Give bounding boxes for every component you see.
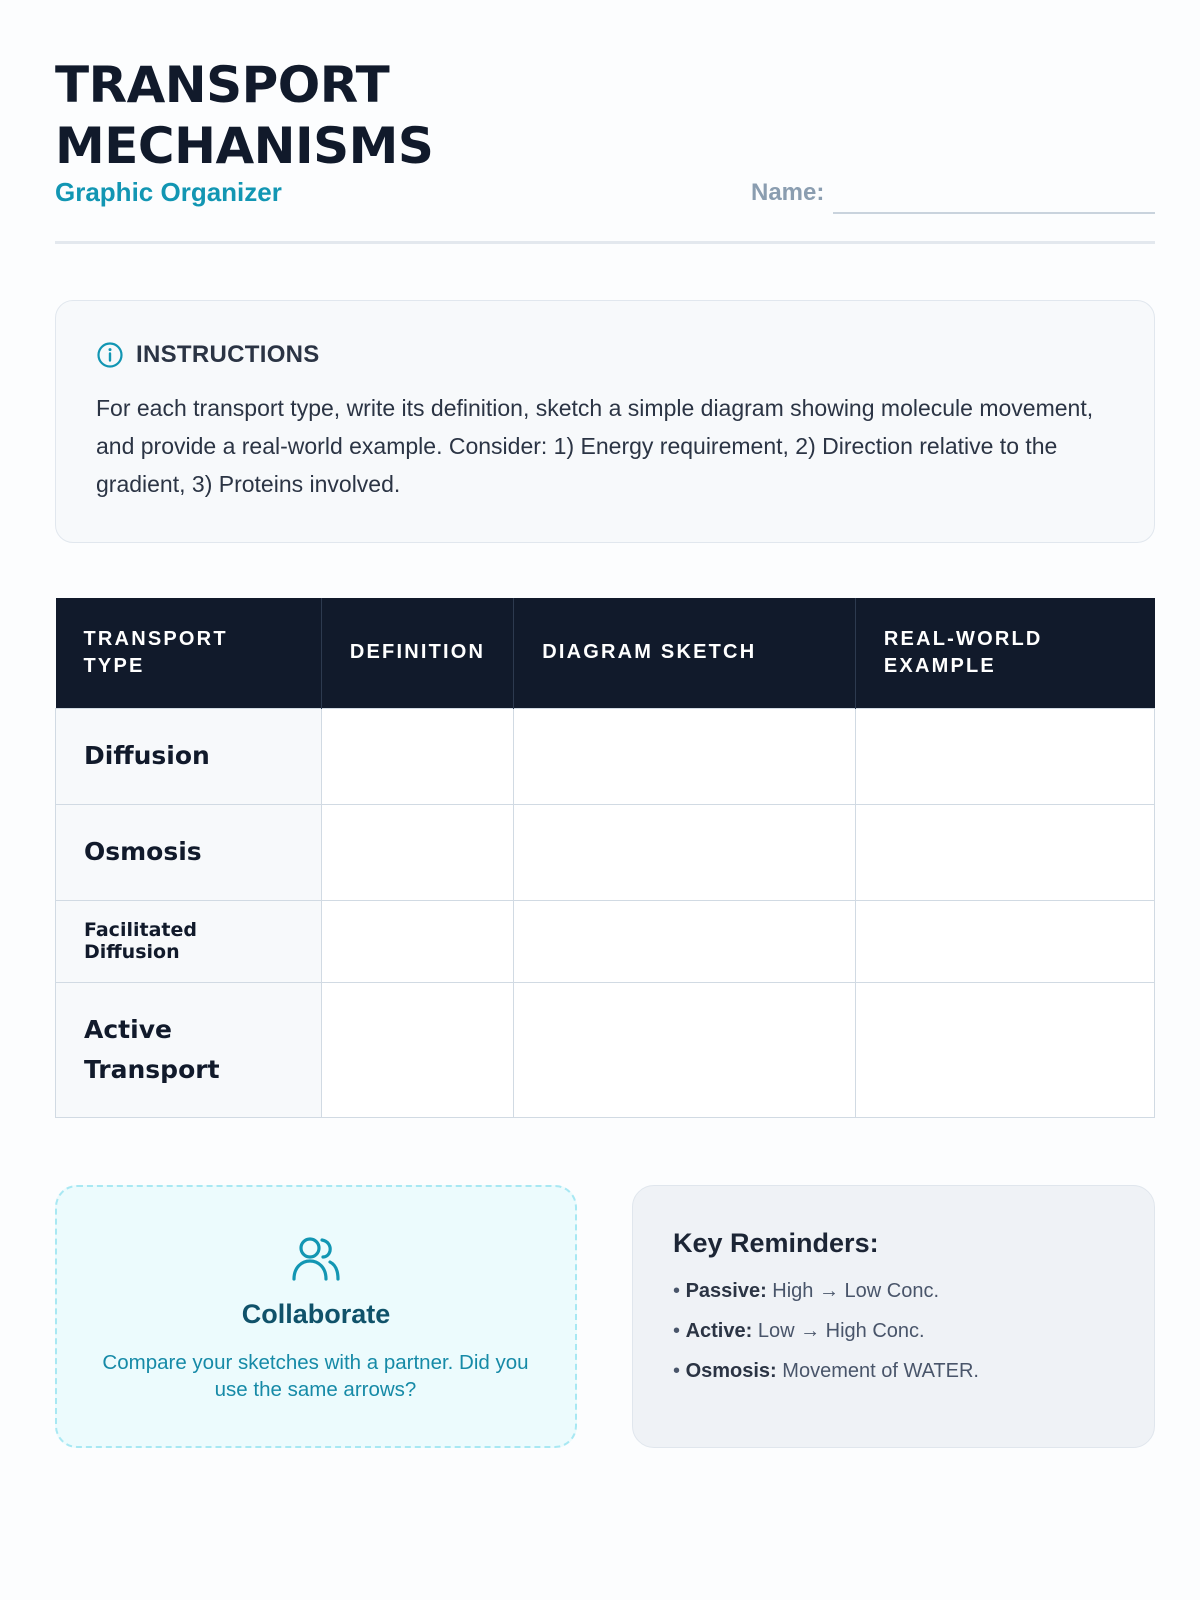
worksheet-header (55, 55, 1155, 245)
definition-cell[interactable] (321, 708, 513, 804)
collaborate-box (55, 1185, 577, 1448)
diagram-sketch-cell[interactable] (514, 804, 856, 900)
info-icon (96, 341, 124, 369)
users-icon (288, 1231, 344, 1287)
reminder-label: Passive: (685, 1280, 767, 1302)
reminder-label: Osmosis: (685, 1360, 777, 1382)
table-row (56, 982, 1155, 1117)
reminders-title: Key Reminders: (673, 1228, 879, 1258)
definition-cell[interactable] (321, 982, 513, 1117)
collaborate-title: Collaborate (241, 1299, 391, 1329)
definition-cell[interactable] (321, 900, 513, 982)
definition-cell[interactable] (321, 804, 513, 900)
example-cell[interactable] (855, 982, 1154, 1117)
example-cell[interactable] (855, 708, 1154, 804)
reminder-item: • Passive: High → Low Conc. (673, 1280, 940, 1302)
transport-type-cell: Facilitated Diffusion (56, 900, 322, 982)
reminder-item: • Active: Low → High Conc. (673, 1320, 925, 1342)
reminder-label: Active: (685, 1320, 753, 1342)
reminder-item: • Osmosis: Movement of WATER. (673, 1360, 979, 1382)
table-row (56, 900, 1155, 982)
instructions-text: For each transport type, write its definition, sketch a simple diagram showing molecule movement, and provide a real-world example. Consider: 1) Energy requirement, 2) Direction relative to the gradient, 3) Proteins involved. (96, 395, 1094, 497)
example-cell[interactable] (855, 804, 1154, 900)
transport-type-label: Active Transport (84, 1014, 220, 1084)
organizer-table (55, 598, 1155, 1118)
name-field[interactable] (833, 212, 1155, 214)
column-header-real-world-example (855, 598, 1154, 708)
example-cell[interactable] (855, 900, 1154, 982)
collaborate-text: Compare your sketches with a partner. Did you use the same arrows? (102, 1351, 529, 1401)
reminder-text: Movement of WATER. (782, 1360, 979, 1382)
table-row (56, 708, 1155, 804)
table-row (56, 804, 1155, 900)
column-header-transport-type: TRANSPORT TYPE (56, 598, 322, 708)
instructions-title: INSTRUCTIONS (136, 341, 320, 368)
reminder-text: High → Low Conc. (772, 1280, 940, 1302)
column-header-diagram-sketch: DIAGRAM SKETCH (514, 598, 856, 708)
transport-type-cell: Diffusion (56, 708, 322, 804)
diagram-sketch-cell[interactable] (514, 708, 856, 804)
column-header-real-world-example-label: REAL-WORLD EXAMPLE (883, 627, 1043, 677)
header-divider (55, 241, 1155, 244)
reminder-text: Low → High Conc. (757, 1320, 925, 1342)
column-header-definition: DEFINITION (321, 598, 513, 708)
diagram-sketch-cell[interactable] (514, 900, 856, 982)
page-title: TRANSPORT MECHANISMS (55, 56, 434, 175)
instructions-box (55, 300, 1155, 543)
name-label: Name: (751, 179, 825, 206)
diagram-sketch-cell[interactable] (514, 982, 856, 1117)
table-header-row (56, 598, 1155, 708)
key-reminders-box (632, 1185, 1155, 1448)
page-subtitle: Graphic Organizer (55, 177, 282, 207)
transport-type-cell (56, 982, 322, 1117)
transport-type-cell: Osmosis (56, 804, 322, 900)
